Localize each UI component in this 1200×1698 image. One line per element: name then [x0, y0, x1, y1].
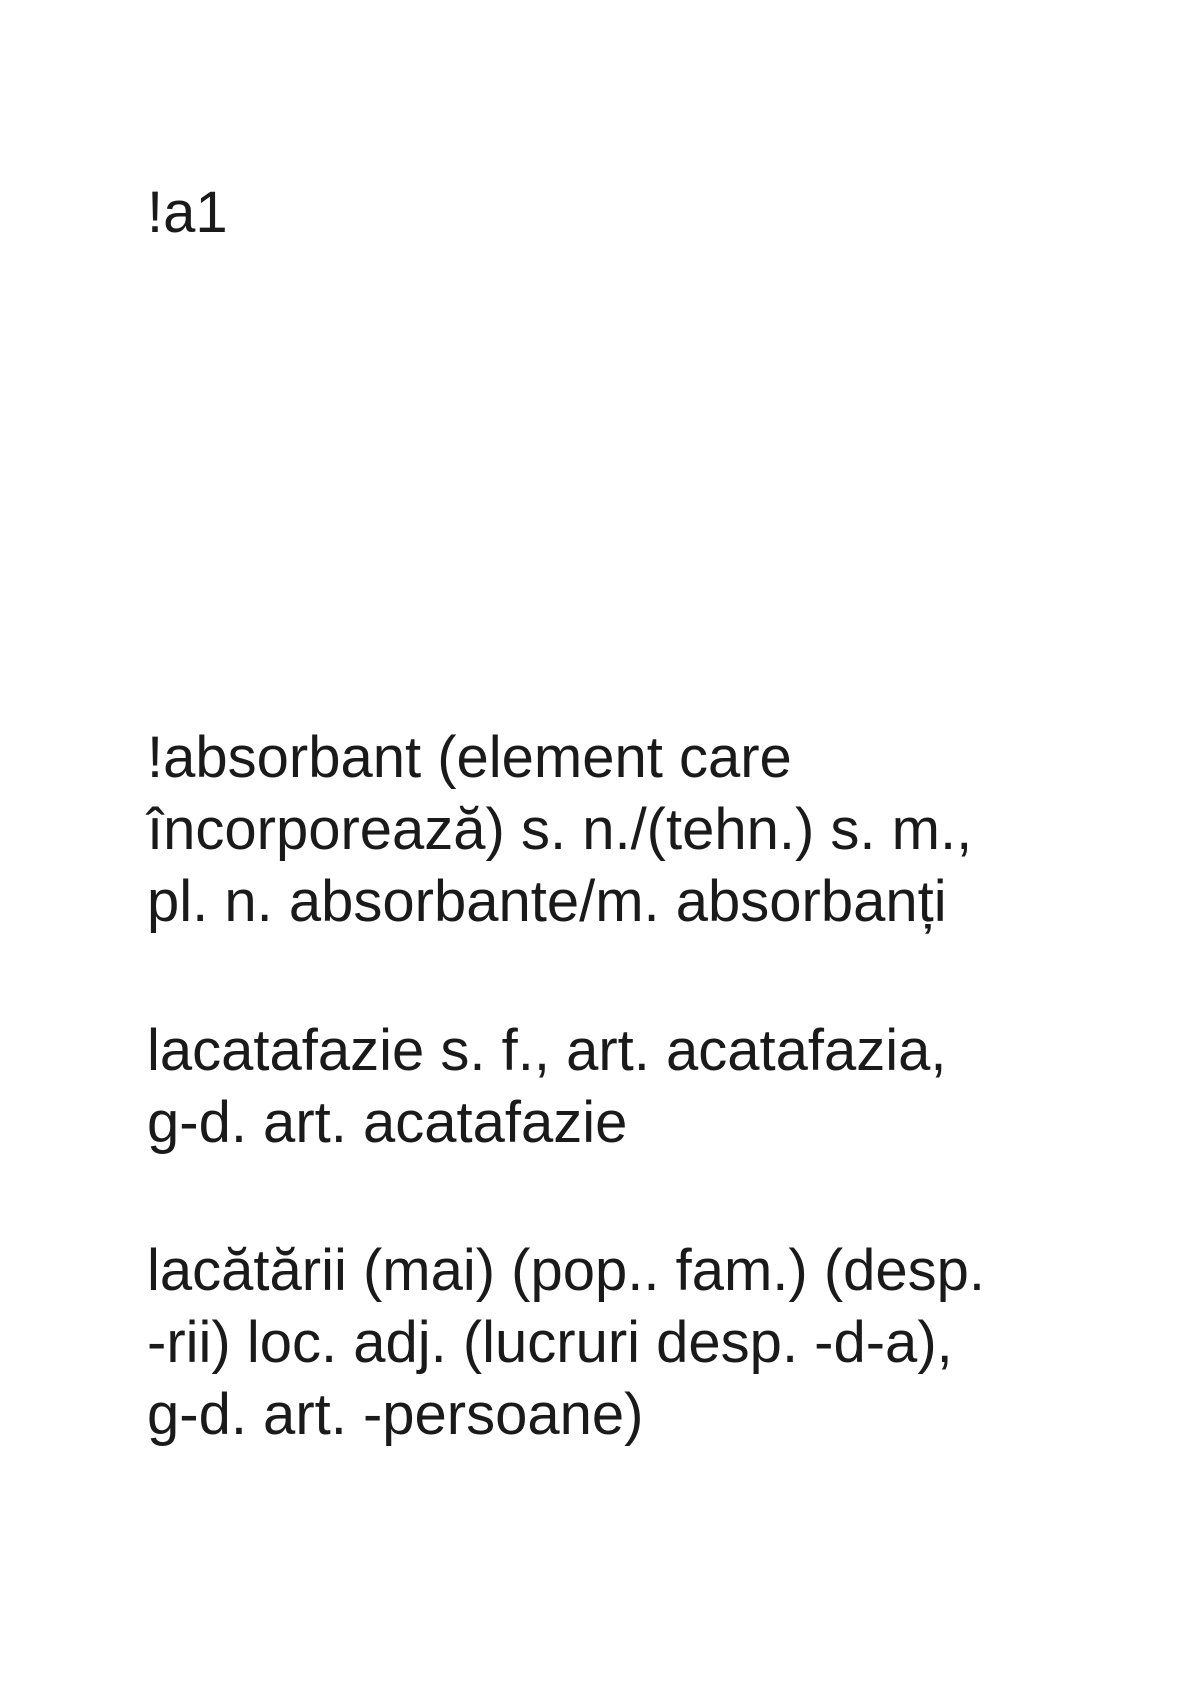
entry-line: !absorbant (element care — [147, 725, 792, 790]
dictionary-entry — [147, 722, 972, 938]
dictionary-entry — [147, 1015, 947, 1159]
page-heading: !a1 — [147, 180, 228, 245]
entry-line: lacătării (mai) (pop.. fam.) (desp. — [147, 1238, 986, 1303]
entry-line: g-d. art. acatafazie — [147, 1090, 628, 1155]
entry-line: pl. n. absorbante/m. absorbanți — [147, 869, 947, 934]
entry-line: -rii) loc. adj. (lucruri desp. -d-a), — [147, 1310, 953, 1375]
entry-line: g-d. art. -persoane) — [147, 1382, 644, 1447]
entry-line: lacatafazie s. f., art. acatafazia, — [147, 1018, 947, 1083]
entry-line: încorporează) s. n./(tehn.) s. m., — [147, 797, 973, 862]
dictionary-entry — [147, 1235, 985, 1451]
